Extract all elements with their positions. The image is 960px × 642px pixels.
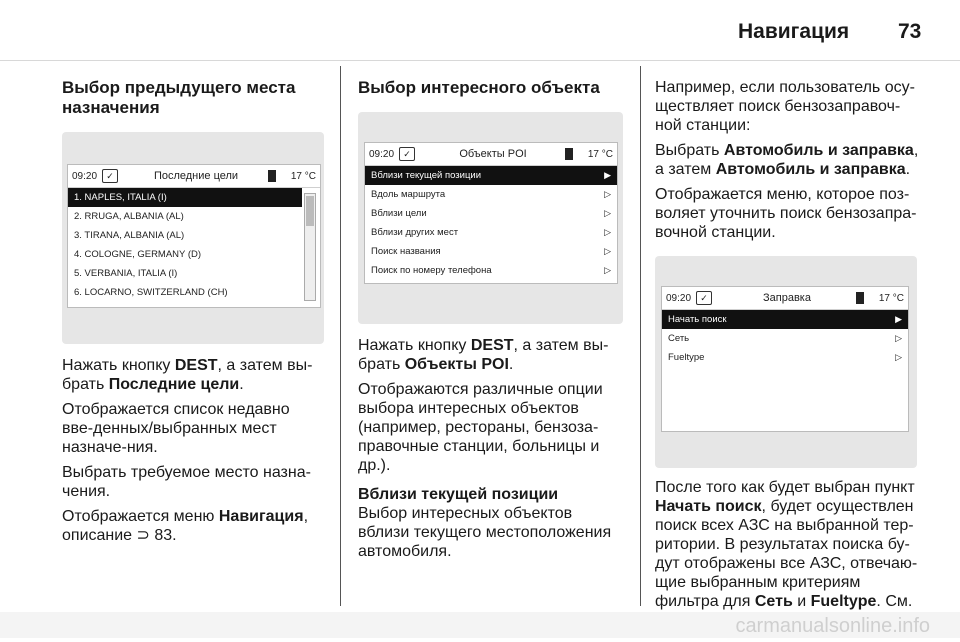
chevron-right-icon: ▷ xyxy=(604,189,611,199)
display-poi xyxy=(364,142,618,284)
menu-item: Вблизи цели ▷ xyxy=(365,204,617,223)
screen-image xyxy=(358,112,623,324)
menu-item: Начать поиск ▶ xyxy=(662,310,908,329)
display-fuel xyxy=(661,286,909,432)
header-rule xyxy=(0,60,960,61)
watermark: carmanualsonline.info xyxy=(735,615,930,637)
scrollbar xyxy=(304,193,316,301)
screen-image xyxy=(655,256,917,468)
menu-item: Fueltype ▷ xyxy=(662,348,908,367)
paragraph: Выбрать Автомобиль и заправка, а затем Автомобиль и заправка. xyxy=(655,142,919,178)
menu-item: Поиск по номеру телефона ▷ xyxy=(365,261,617,280)
column-divider xyxy=(340,66,341,606)
clock: 09:20 xyxy=(72,170,98,182)
page-title: Навигация xyxy=(738,20,850,43)
menu-item: Вблизи текущей позиции ▶ xyxy=(365,166,617,185)
chevron-right-icon: ▷ xyxy=(604,227,611,237)
display-header xyxy=(662,287,908,310)
paragraph: Нажать кнопку DEST, а затем вы-брать Последние цели. xyxy=(62,357,313,393)
thermometer-icon xyxy=(856,292,864,304)
chevron-right-icon: ▷ xyxy=(604,265,611,275)
menu-item: Поиск названия ▷ xyxy=(365,242,617,261)
temperature: 17 °C xyxy=(290,170,316,182)
display-header xyxy=(365,143,617,166)
reference-arrow-icon: ⊃ xyxy=(136,527,155,544)
display-recent-destinations xyxy=(67,164,321,308)
temperature: 17 °C xyxy=(878,292,904,304)
menu-item: Сеть ▷ xyxy=(662,329,908,348)
check-icon: ✓ xyxy=(399,147,415,161)
paragraph: Например, если пользователь осу-ществляет поиск бензозаправоч-ной станции: xyxy=(655,79,915,134)
list-item: 5. VERBANIA, ITALIA (I) xyxy=(74,268,178,279)
chevron-right-icon: ▶ xyxy=(895,314,902,324)
paragraph: Отображается меню, которое поз-воляет уточнить поиск бензозапра-вочной станции. xyxy=(655,186,917,241)
display-title: Объекты POI xyxy=(459,147,527,160)
list-item: 6. LOCARNO, SWITZERLAND (CH) xyxy=(74,287,228,298)
column-divider xyxy=(640,66,641,606)
chevron-right-icon: ▷ xyxy=(895,333,902,343)
display-header xyxy=(68,165,320,188)
check-icon: ✓ xyxy=(696,291,712,305)
screen-image xyxy=(62,132,324,344)
list-item: 2. RRUGA, ALBANIA (AL) xyxy=(74,211,184,222)
paragraph: После того как будет выбран пункт Начать поиск, будет осуществлен поиск всех АЗС на выбранной тер-ритории. В результатах поиска бу-дут отображены все АЗС, отвечаю-щие выбранным критериям фильтра для Сеть и Fueltype. См. xyxy=(655,479,918,610)
chevron-right-icon: ▷ xyxy=(604,246,611,256)
menu-item: Вблизи других мест ▷ xyxy=(365,223,617,242)
paragraph: Отображается список недавно вве-денных/выбранных мест назначе-ния. xyxy=(62,401,290,456)
menu-item: Вдоль маршрута ▷ xyxy=(365,185,617,204)
chevron-right-icon: ▷ xyxy=(604,208,611,218)
chevron-right-icon: ▷ xyxy=(895,352,902,362)
display-title: Последние цели xyxy=(153,169,239,182)
paragraph: Отображается меню Навигация, описание ⊃ 83. xyxy=(62,508,309,544)
clock: 09:20 xyxy=(369,148,395,160)
temperature: 17 °C xyxy=(587,148,613,160)
chevron-right-icon: ▶ xyxy=(604,170,611,180)
thermometer-icon xyxy=(268,170,276,182)
scrollbar-thumb xyxy=(306,196,314,226)
thermometer-icon xyxy=(565,148,573,160)
paragraph: Выбрать требуемое место назна-чения. xyxy=(62,464,311,500)
section-heading: Выбор предыдущего места назначения xyxy=(62,78,296,117)
paragraph: Нажать кнопку DEST, а затем вы-брать Объекты POI. xyxy=(358,337,609,373)
display-title: Заправка xyxy=(763,291,811,304)
page-number: 73 xyxy=(898,20,922,43)
section-heading: Выбор интересного объекта xyxy=(358,78,600,97)
list-item: 1. NAPLES, ITALIA (I) xyxy=(68,188,302,207)
paragraph: Выбор интересных объектов вблизи текущего местоположения автомобиля. xyxy=(358,505,612,560)
subheading: Вблизи текущей позиции xyxy=(358,486,559,503)
check-icon: ✓ xyxy=(102,169,118,183)
column-2 xyxy=(358,78,623,567)
list-item: 4. COLOGNE, GERMANY (D) xyxy=(74,249,202,260)
column-1 xyxy=(62,78,324,551)
list-item: 3. TIRANA, ALBANIA (AL) xyxy=(74,230,185,241)
clock: 09:20 xyxy=(666,292,692,304)
column-3 xyxy=(655,78,923,617)
paragraph: Отображаются различные опции выбора интересных объектов (например, рестораны, бензоза-правочные станции, больницы и др.). xyxy=(358,381,603,474)
